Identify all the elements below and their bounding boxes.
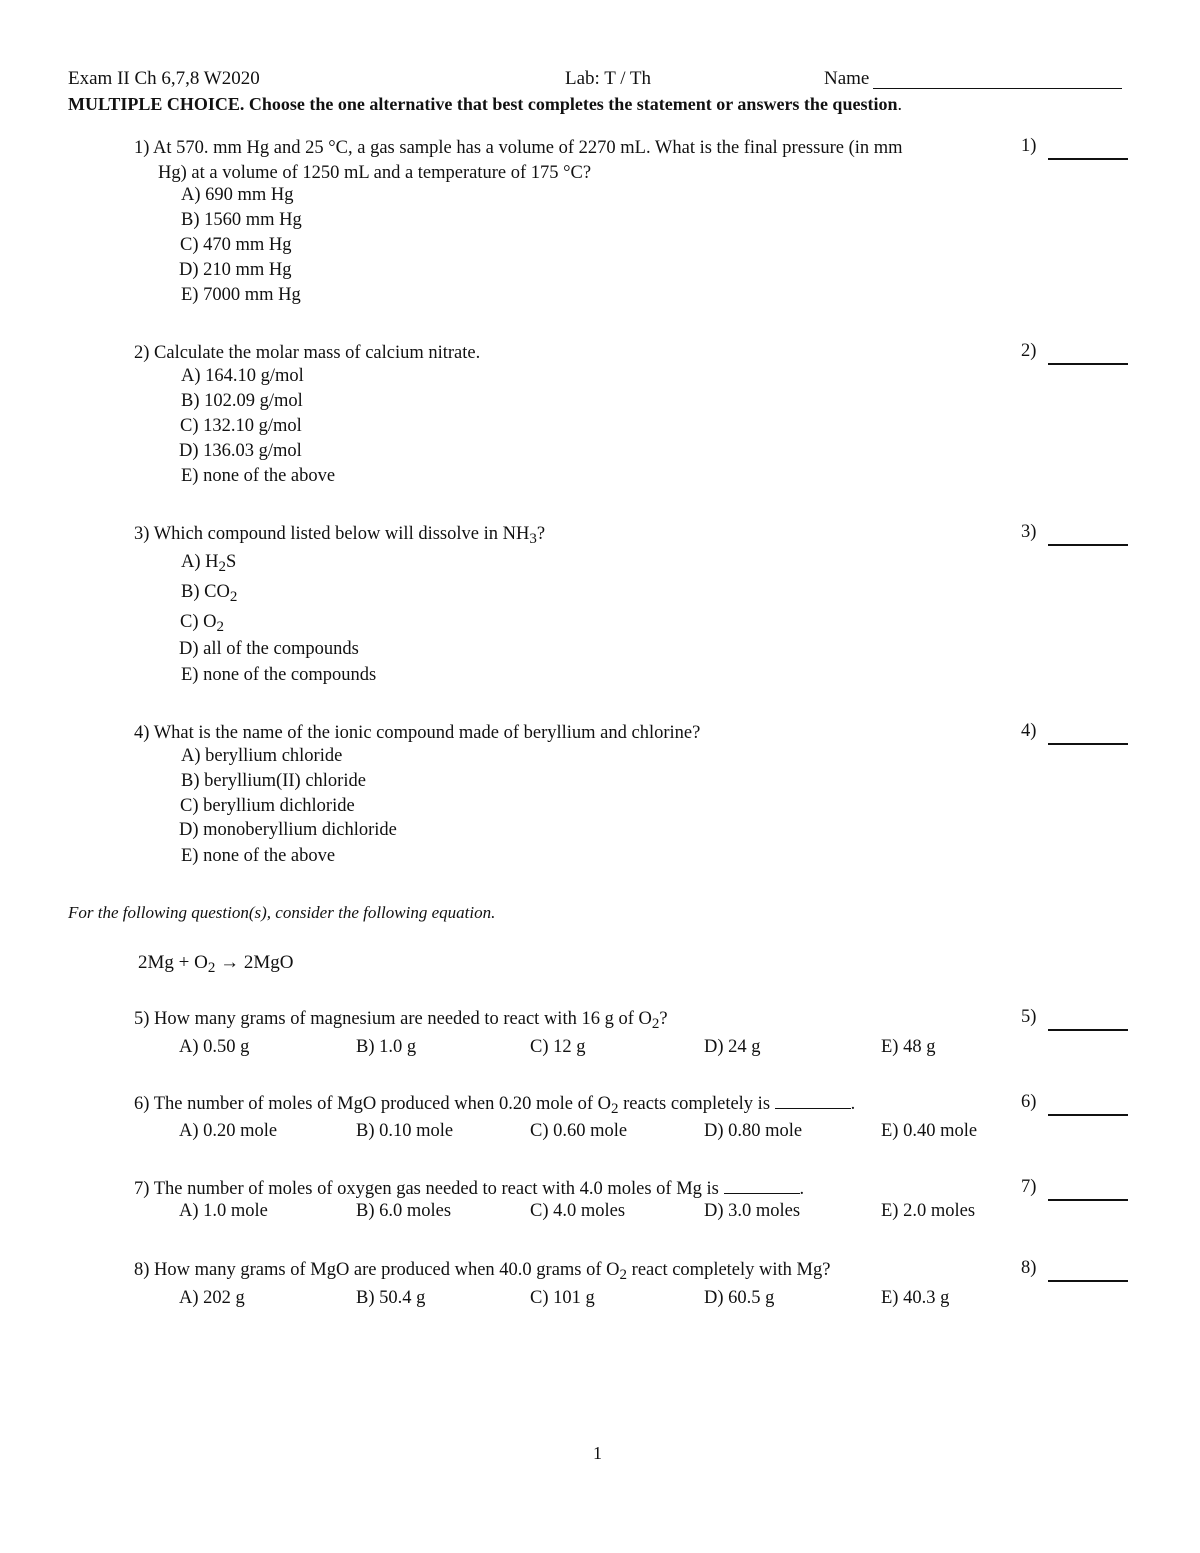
question-4-option-a[interactable]: A) beryllium chloride xyxy=(181,746,343,766)
option-text: B) CO xyxy=(181,582,230,602)
question-text: At 570. mm Hg and 25 °C, a gas sample has a volume of 2270 mL. What is the final pressure (in mm xyxy=(153,138,903,158)
instructions-tail: . xyxy=(897,94,902,114)
name-label: Name xyxy=(824,68,870,89)
question-1-option-b[interactable]: B) 1560 mm Hg xyxy=(181,210,302,230)
question-8-option-e[interactable]: E) 40.3 g xyxy=(881,1288,950,1308)
question-4-option-c[interactable]: C) beryllium dichloride xyxy=(180,796,355,816)
question-1-option-c[interactable]: C) 470 mm Hg xyxy=(180,235,292,255)
page-number: 1 xyxy=(593,1443,602,1463)
subscript: 2 xyxy=(610,1101,619,1117)
answer-blank-3[interactable] xyxy=(1048,544,1128,546)
question-6-option-d[interactable]: D) 0.80 mole xyxy=(704,1121,803,1141)
chemical-equation xyxy=(138,952,293,977)
question-5-option-d[interactable]: D) 24 g xyxy=(704,1037,761,1057)
subscript: 2 xyxy=(229,589,238,605)
question-7-line-1 xyxy=(134,1177,804,1202)
subscript: 2 xyxy=(207,960,216,976)
subscript: 2 xyxy=(216,619,224,635)
question-number: 5) xyxy=(134,1009,150,1029)
question-text: Which compound listed below will dissolve in NH xyxy=(153,524,530,544)
question-8-option-d[interactable]: D) 60.5 g xyxy=(704,1288,775,1308)
subscript: 3 xyxy=(529,531,537,547)
question-3-option-b[interactable] xyxy=(181,582,237,606)
question-2-option-b[interactable]: B) 102.09 g/mol xyxy=(181,391,303,411)
answer-label-7: 7) xyxy=(1021,1177,1037,1197)
question-text: Calculate the molar mass of calcium nitrate. xyxy=(154,343,481,363)
question-1-option-d[interactable]: D) 210 mm Hg xyxy=(179,260,292,280)
question-3-option-e[interactable]: E) none of the compounds xyxy=(181,665,377,685)
question-1-line-1 xyxy=(134,136,903,161)
answer-blank-6[interactable] xyxy=(1048,1114,1128,1116)
subscript: 2 xyxy=(218,559,227,575)
question-text: What is the name of the ionic compound made of beryllium and chlorine? xyxy=(153,723,701,743)
question-8-option-a[interactable]: A) 202 g xyxy=(179,1288,245,1308)
question-number: 3) xyxy=(134,524,150,544)
name-line[interactable] xyxy=(873,88,1122,89)
question-group-intro: For the following question(s), consider the following equation. xyxy=(68,903,496,922)
question-7-option-c[interactable]: C) 4.0 moles xyxy=(530,1201,626,1221)
answer-label-3: 3) xyxy=(1021,522,1037,542)
question-4-option-b[interactable]: B) beryllium(II) chloride xyxy=(181,771,366,791)
question-4-option-e[interactable]: E) none of the above xyxy=(181,846,336,866)
question-7-option-a[interactable]: A) 1.0 mole xyxy=(179,1201,268,1221)
question-3-option-d[interactable]: D) all of the compounds xyxy=(179,639,359,659)
question-5-option-b[interactable]: B) 1.0 g xyxy=(356,1037,417,1057)
question-text: How many grams of magnesium are needed to react with 16 g of O xyxy=(154,1009,652,1029)
question-text: How many grams of MgO are produced when 40.0 grams of O xyxy=(154,1260,620,1280)
question-number: 2) xyxy=(134,343,150,363)
question-text: The number of moles of oxygen gas needed to react with 4.0 moles of Mg is xyxy=(153,1179,719,1199)
option-text: C) O xyxy=(180,612,217,632)
question-2-option-e[interactable]: E) none of the above xyxy=(181,466,336,486)
question-1-option-a[interactable]: A) 690 mm Hg xyxy=(181,185,294,205)
exam-title: Exam II Ch 6,7,8 W2020 xyxy=(68,68,260,89)
question-6-line-1 xyxy=(134,1092,855,1122)
answer-blank-2[interactable] xyxy=(1048,363,1128,365)
question-text-end: ? xyxy=(659,1009,668,1029)
question-6-option-e[interactable]: E) 0.40 mole xyxy=(881,1121,978,1141)
question-text-end: react completely with Mg? xyxy=(627,1260,831,1280)
instructions-bold: MULTIPLE CHOICE. Choose the one alternative that best completes the statement or answers the question xyxy=(68,94,898,114)
answer-label-6: 6) xyxy=(1021,1092,1037,1112)
lab-section: Lab: T / Th xyxy=(565,68,652,89)
question-number: 4) xyxy=(134,723,150,743)
question-7-option-d[interactable]: D) 3.0 moles xyxy=(704,1201,801,1221)
question-2-line-1 xyxy=(134,341,480,366)
question-5-line-1 xyxy=(134,1007,668,1037)
answer-blank-7[interactable] xyxy=(1048,1199,1128,1201)
question-text-end: . xyxy=(799,1179,805,1199)
question-number: 1) xyxy=(134,138,150,158)
question-3-option-c[interactable] xyxy=(180,612,224,636)
question-text-end: . xyxy=(850,1094,856,1114)
answer-label-2: 2) xyxy=(1021,341,1037,361)
question-number: 6) xyxy=(134,1094,150,1114)
answer-label-8: 8) xyxy=(1021,1258,1037,1278)
answer-label-5: 5) xyxy=(1021,1007,1037,1027)
equation-right: → 2MgO xyxy=(215,952,294,973)
question-text-end: ? xyxy=(536,524,546,544)
answer-label-1: 1) xyxy=(1021,136,1037,156)
question-1-line-2: Hg) at a volume of 1250 mL and a temperature of 175 °C? xyxy=(158,163,592,183)
question-3-option-a[interactable] xyxy=(181,552,236,576)
question-1-option-e[interactable]: E) 7000 mm Hg xyxy=(181,285,301,305)
subscript: 2 xyxy=(651,1016,660,1032)
question-6-option-c[interactable]: C) 0.60 mole xyxy=(530,1121,628,1141)
subscript: 2 xyxy=(619,1267,628,1283)
instructions xyxy=(68,94,902,115)
question-8-line-1 xyxy=(134,1258,830,1288)
question-2-option-a[interactable]: A) 164.10 g/mol xyxy=(181,366,304,386)
question-5-option-e[interactable]: E) 48 g xyxy=(881,1037,936,1057)
fill-in-blank[interactable] xyxy=(724,1179,800,1194)
option-text: A) H xyxy=(181,552,219,572)
question-6-option-a[interactable]: A) 0.20 mole xyxy=(179,1121,278,1141)
answer-label-4: 4) xyxy=(1021,721,1037,741)
question-6-option-b[interactable]: B) 0.10 mole xyxy=(356,1121,454,1141)
question-text-mid: reacts completely is xyxy=(618,1094,771,1114)
option-text-end: S xyxy=(226,552,237,572)
answer-blank-4[interactable] xyxy=(1048,743,1128,745)
equation-left: 2Mg + O xyxy=(138,952,208,973)
answer-blank-5[interactable] xyxy=(1048,1029,1128,1031)
question-3-line-1 xyxy=(134,522,545,552)
question-5-option-c[interactable]: C) 12 g xyxy=(530,1037,586,1057)
question-4-option-d[interactable]: D) monoberyllium dichloride xyxy=(179,820,397,840)
answer-blank-8[interactable] xyxy=(1048,1280,1128,1282)
question-8-option-c[interactable]: C) 101 g xyxy=(530,1288,595,1308)
fill-in-blank[interactable] xyxy=(775,1094,851,1109)
answer-blank-1[interactable] xyxy=(1048,158,1128,160)
question-5-option-a[interactable]: A) 0.50 g xyxy=(179,1037,250,1057)
question-2-option-c[interactable]: C) 132.10 g/mol xyxy=(180,416,302,436)
question-number: 7) xyxy=(134,1179,150,1199)
question-number: 8) xyxy=(134,1260,150,1280)
question-2-option-d[interactable]: D) 136.03 g/mol xyxy=(179,441,302,461)
question-7-option-b[interactable]: B) 6.0 moles xyxy=(356,1201,452,1221)
question-8-option-b[interactable]: B) 50.4 g xyxy=(356,1288,426,1308)
question-4-line-1 xyxy=(134,721,700,746)
question-7-option-e[interactable]: E) 2.0 moles xyxy=(881,1201,976,1221)
question-text: The number of moles of MgO produced when 0.20 mole of O xyxy=(153,1094,611,1114)
